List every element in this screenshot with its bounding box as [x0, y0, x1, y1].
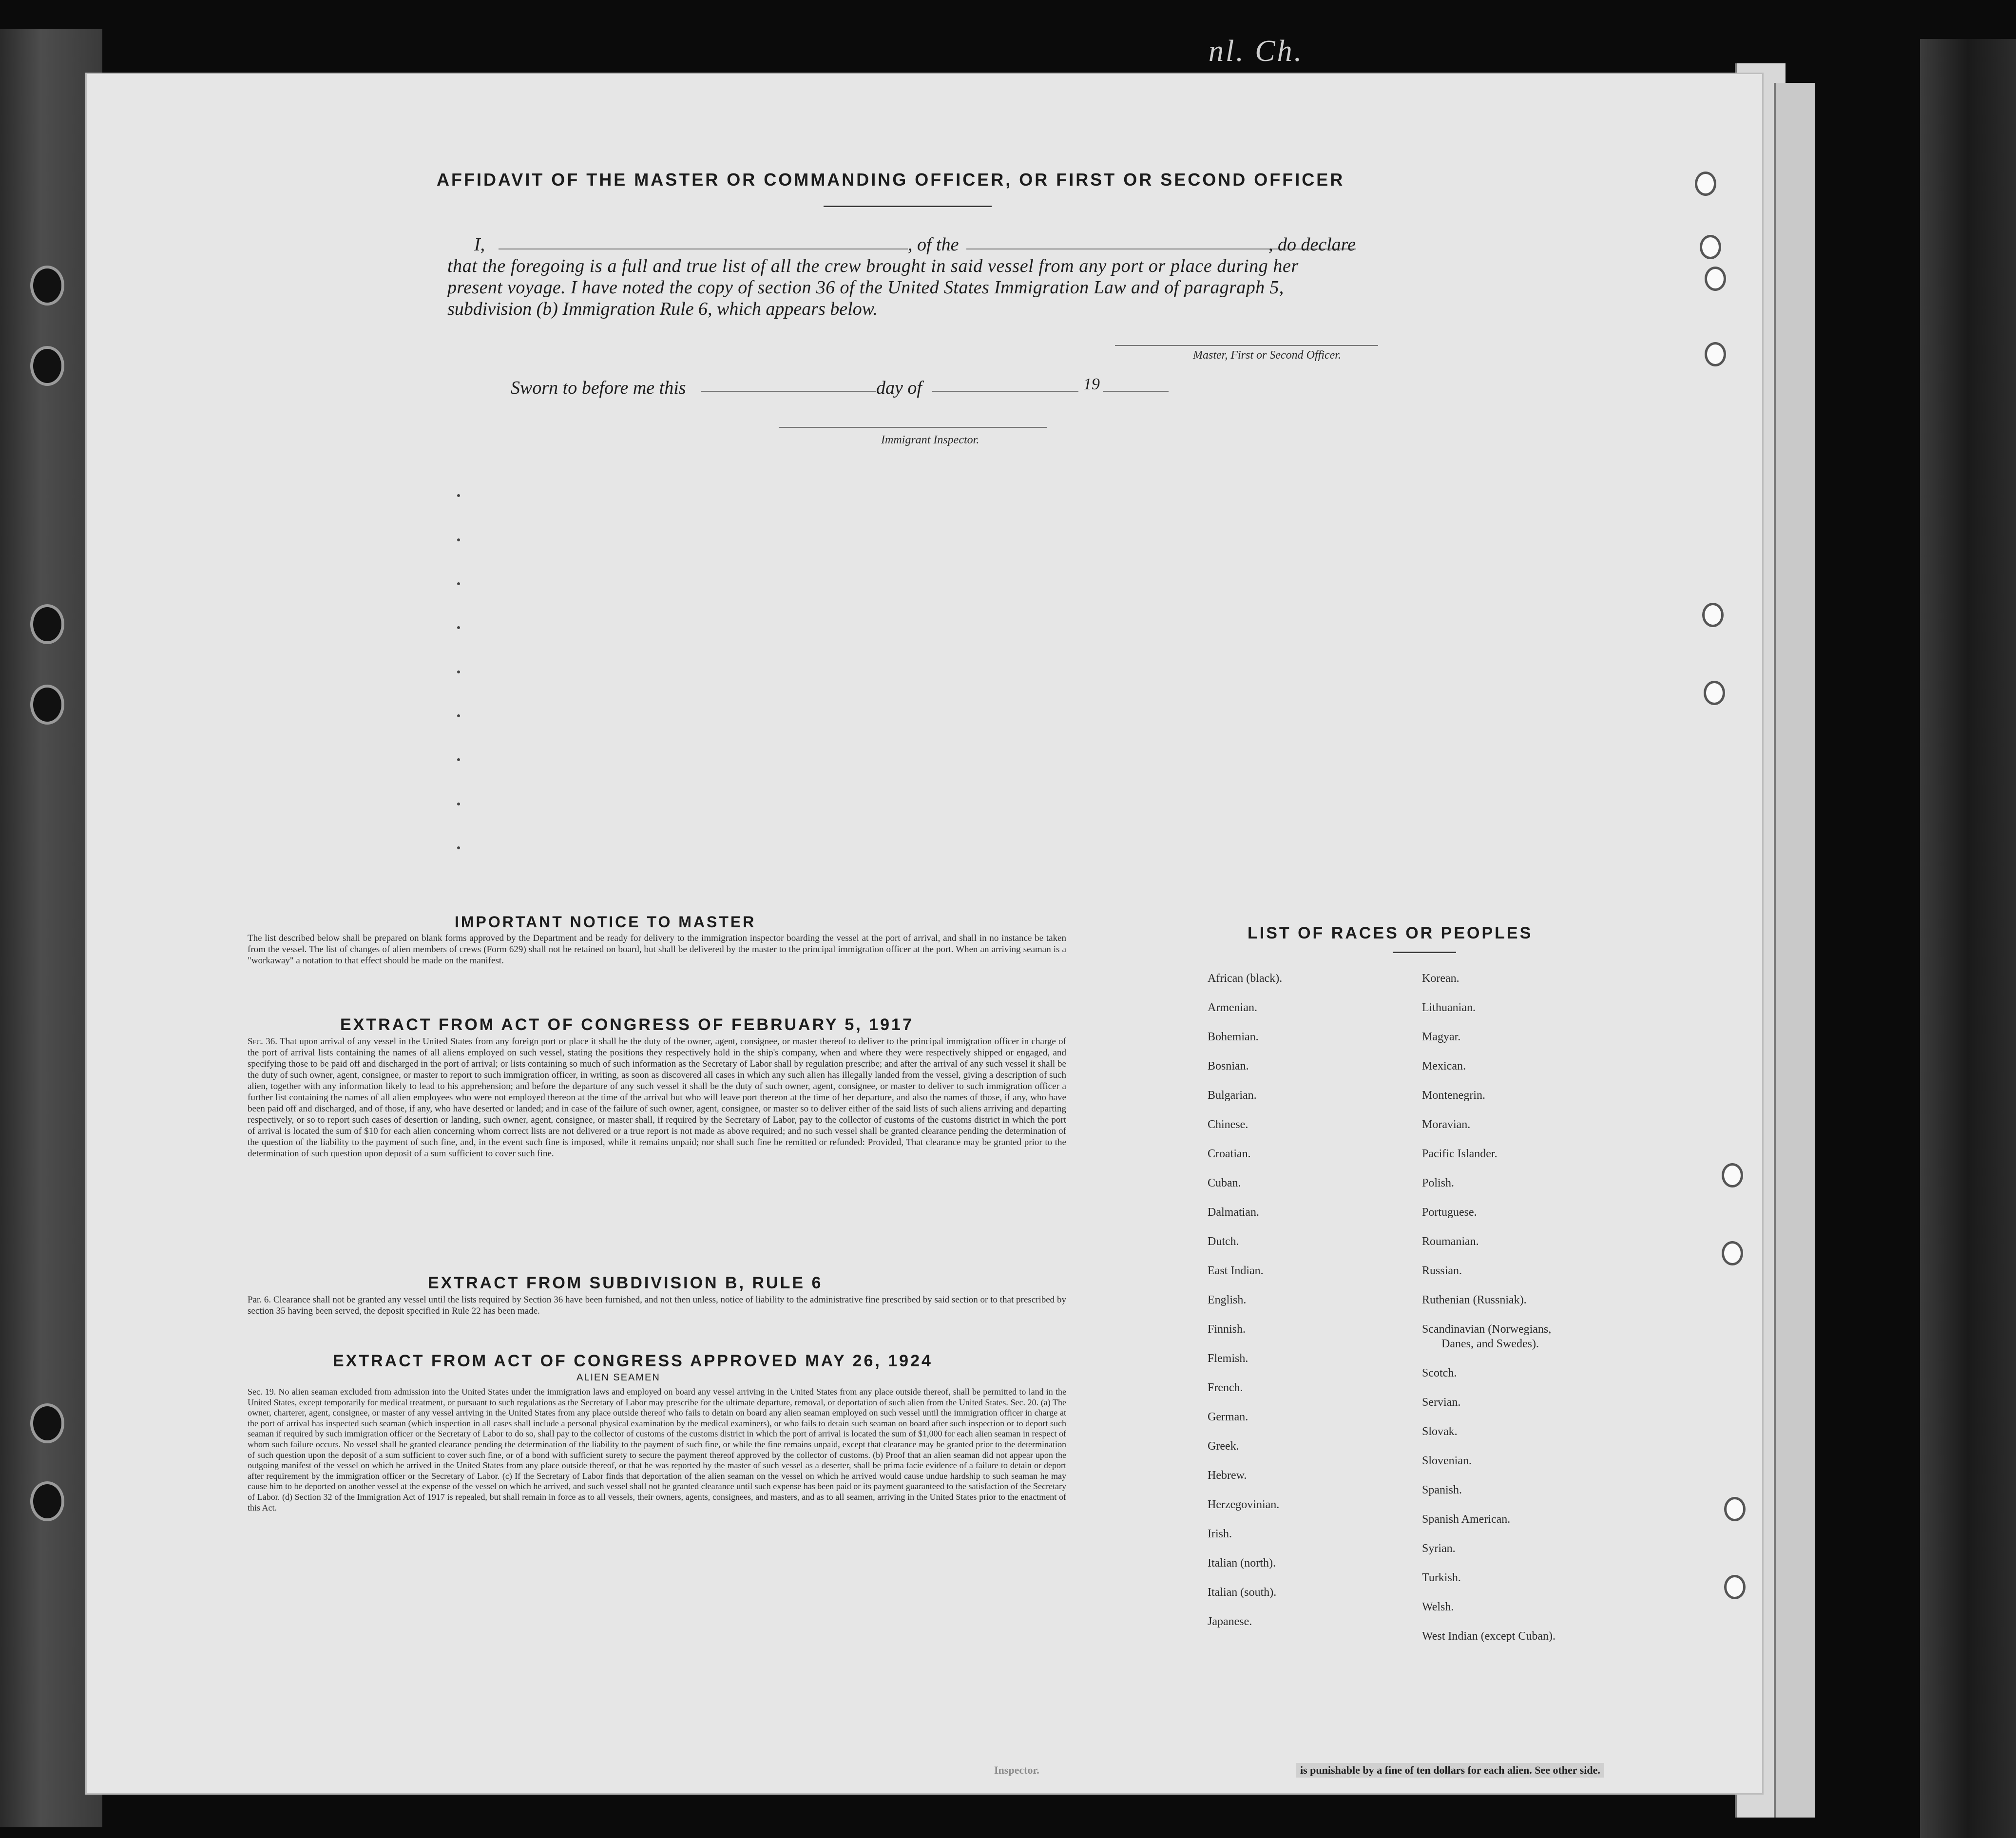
binder-hole [30, 1403, 64, 1443]
sworn-month-blank [932, 391, 1078, 392]
binder-hole [30, 1481, 64, 1521]
race-item: English. [1208, 1294, 1247, 1306]
dot [457, 538, 460, 541]
race-item: Bulgarian. [1208, 1089, 1257, 1102]
race-item: Bohemian. [1208, 1031, 1259, 1043]
race-item: Scandinavian (Norwegians, [1422, 1323, 1552, 1336]
extract-1924-title: EXTRACT FROM ACT OF CONGRESS APPROVED MAY 26, 1924 [333, 1352, 933, 1370]
race-item: Greek. [1208, 1440, 1239, 1453]
day-of-text: day of [876, 378, 922, 398]
extract-1917-text: That upon arrival of any vessel in the United States from any foreign port or place it shall be the duty of the owner, agent, consignee, or master thereof to deliver to the principal immigration officer in charge of the port of arrival lists containing the names of all aliens employed on such vessel, stating the positions they respectively hold in the ship's company, when and where they were respectively shipped or engaged, and specifying those to be paid off and discharged in the port of arrival; or lists containing so much of such information as the Secretary of Labor shall by regulation prescribe; and after the arrival of any such vessel it shall be the duty of such owner, agent, consignee, or master to report to such immigration officer, in writing, as soon as discovered all cases in which any such alien has illegally landed from the vessel, giving a description of such alien, together with any information likely to lead to his apprehension; and before the departure of any such vessel it shall be the duty of such owner, agent, consignee, or master to deliver to such immigration officer a further list containing the names of all alien employees who were not employed thereon at the time of the arrival but who will leave port thereon at the time of her departure, and also the names of those, if any, who have been paid off and discharged, and of those, if any, who have deserted or landed; and in case of the failure of such owner, agent, consignee, or master so to deliver either of the said lists of such aliens arriving and departing respectively, or so to report such cases of desertion or landing, such owner, agent, consignee, or master shall, if required by the Secretary of Labor, pay to the collector of customs of the customs district in which the port of arrival is located the sum of $10 for each alien concerning whom correct lists are not delivered or a true report is not made as above required; and no such vessel shall be granted clearance pending the determination of the question of the liability to the payment of such fine, and, in the event such fine is imposed, while it remains unpaid; nor shall such fine be remitted or refunded: Provided, That clearance may be granted prior to the determination of such question upon deposit of a sum sufficient to cover such fine. [248, 1036, 1066, 1159]
race-item: Ruthenian (Russniak). [1422, 1294, 1527, 1306]
races-left-column [1208, 972, 1282, 1644]
binder-right-edge [1920, 39, 2016, 1838]
inspector-caption: Immigrant Inspector. [881, 434, 979, 446]
punch-hole [1702, 603, 1724, 627]
affidavit-of-the: , of the [908, 234, 959, 255]
dot [457, 846, 460, 849]
affidavit-title: AFFIDAVIT OF THE MASTER OR COMMANDING OFFICER, OR FIRST OR SECOND OFFICER [437, 170, 1345, 190]
race-item: Turkish. [1422, 1571, 1461, 1584]
races-title: LIST OF RACES OR PEOPLES [1248, 924, 1533, 942]
race-item: Spanish. [1422, 1484, 1462, 1496]
punch-hole [1722, 1163, 1743, 1187]
race-item: Roumanian. [1422, 1235, 1479, 1248]
punch-hole [1695, 172, 1716, 196]
race-item: German. [1208, 1411, 1248, 1423]
punch-hole [1722, 1241, 1743, 1265]
race-item: Armenian. [1208, 1001, 1257, 1014]
race-item: Irish. [1208, 1528, 1232, 1540]
race-item: Hebrew. [1208, 1469, 1247, 1482]
race-item: Japanese. [1208, 1615, 1252, 1628]
rule6-body: Par. 6. Clearance shall not be granted any vessel until the lists required by Section 36 have been furnished, and not then unless, notice of liability to the administrative fine prescribed by said section or to that prescribed by section 35 having been served, the deposit specified in Rule 22 has been made. [248, 1295, 1066, 1316]
affidavit-line-3: present voyage. I have noted the copy of section 36 of the United States Immigration Law and of paragraph 5, [447, 277, 1284, 298]
race-item: African (black). [1208, 972, 1283, 985]
under-sheet-footer-left: Inspector. [994, 1764, 1039, 1776]
rule6-title: EXTRACT FROM SUBDIVISION B, RULE 6 [428, 1274, 823, 1292]
extract-1924-subtitle: ALIEN SEAMEN [576, 1372, 660, 1383]
races-title-rule [1393, 952, 1456, 953]
races-right-column [1422, 972, 1555, 1659]
race-item: Pacific Islander. [1422, 1148, 1498, 1160]
race-item: Portuguese. [1422, 1206, 1477, 1219]
extract-1924-body: Sec. 19. No alien seaman excluded from admission into the United States under the immigration laws and employed on board any vessel arriving in the United States from any place outside thereof, shall be permitted to land in the United States, except temporarily for medical treatment, or pursuant to such regulations as the Secretary of Labor may prescribe for the ultimate departure, removal, or deportation of such alien from the United States. Sec. 20. (a) The owner, charterer, agent, consignee, or master of any vessel arriving in the United States from any place outside thereof who fails to detain on board any alien seaman employed on such vessel until the immigration officer in charge at the port of arrival has inspected such seaman (which inspection in all cases shall include a personal physical examination by the medical examiners), or who fails to detain such seaman on board after such inspection or to deport such seaman if required by such immigration officer or the Secretary of Labor to do so, shall pay to the collector of customs of the customs district in which the port of arrival is located the sum of $1,000 for each alien seaman in respect of whom such failure occurs. No vessel shall be granted clearance pending the determination of the liability to the payment of such fine, or while the fine remains unpaid, except that clearance may be granted prior to the determination of such question upon the deposit of a sum sufficient to cover such fine, or of a bond with sufficient surety to secure the payment thereof approved by the collector of customs. (b) Proof that an alien seaman did not appear upon the outgoing manifest of the vessel on which he arrived in the United States from any place outside thereof, or that he was reported by the master of such vessel as a deserter, shall be prima facie evidence of a failure to detain or deport after requirement by the immigration officer or the Secretary of Labor. (c) If the Secretary of Labor finds that deportation of the alien seaman on the vessel on which he arrived would cause undue hardship to such seaman he may cause him to be deported on another vessel at the expense of the vessel on which he arrived, and such vessel shall not be granted clearance until such expense has been paid or its payment guaranteed to the satisfaction of the Secretary of Labor. (d) Section 32 of the Immigration Act of 1917 is repealed, but shall remain in force as to all vessels, their owners, agents, consignees, and masters, and as to all seamen, arriving in the United States prior to the enactment of this Act. [248, 1387, 1066, 1513]
punch-hole [1705, 342, 1726, 366]
punch-hole [1700, 235, 1721, 259]
race-item: Finnish. [1208, 1323, 1246, 1336]
race-item: West Indian (except Cuban). [1422, 1630, 1555, 1643]
under-sheet-footer: is punishable by a fine of ten dollars for each alien. See other side. [1296, 1763, 1604, 1778]
race-item: East Indian. [1208, 1264, 1264, 1277]
year-blank [1103, 391, 1169, 392]
dot [457, 626, 460, 629]
affidavit-line-4: subdivision (b) Immigration Rule 6, which appears below. [447, 299, 878, 319]
race-item: Magyar. [1422, 1031, 1461, 1043]
punch-hole [1705, 267, 1726, 291]
race-item: Chinese. [1208, 1118, 1248, 1131]
extract-1917-body [248, 1036, 1066, 1159]
notice-title: IMPORTANT NOTICE TO MASTER [455, 913, 756, 931]
under-sheet [1774, 83, 1815, 1818]
race-item: Lithuanian. [1422, 1001, 1476, 1014]
race-item: Moravian. [1422, 1118, 1471, 1131]
dot [457, 582, 460, 585]
affidavit-declare: , do declare [1268, 234, 1356, 255]
race-item: Russian. [1422, 1264, 1462, 1277]
affidavit-i: I, [474, 234, 485, 255]
race-item: Flemish. [1208, 1352, 1248, 1365]
binder-hole [30, 604, 64, 644]
race-item: Korean. [1422, 972, 1459, 985]
sworn-day-blank [701, 391, 876, 392]
master-signature-line [1115, 345, 1378, 346]
sworn-text: Sworn to before me this [511, 378, 686, 398]
inspector-signature-line [779, 427, 1047, 428]
race-item: Polish. [1422, 1177, 1455, 1189]
race-item: Scotch. [1422, 1367, 1457, 1379]
race-item: French. [1208, 1381, 1243, 1394]
sec-36-label: Sec. 36. [248, 1036, 278, 1047]
race-item: Spanish American. [1422, 1513, 1511, 1526]
dot [457, 670, 460, 673]
dot [457, 714, 460, 717]
punch-hole [1724, 1575, 1746, 1599]
race-item: Servian. [1422, 1396, 1461, 1409]
handwritten-top-note: nl. Ch. [1209, 35, 1304, 68]
affidavit-title-rule [824, 206, 992, 207]
notice-body: The list described below shall be prepared on blank forms approved by the Department and be ready for delivery to the immigration inspector boarding the vessel at the port of arrival, and shall in no instance be taken from the vessel. The list of changes of alien members of crews (Form 629) shall not be retained on board, but shall be delivered by the master to the principal immigration officer at the port. When an arriving seaman is a "workaway" a notation to that effect should be made on the manifest. [248, 933, 1066, 966]
race-item: Italian (north). [1208, 1557, 1276, 1570]
punch-hole [1704, 681, 1725, 705]
race-item: Syrian. [1422, 1542, 1456, 1555]
extract-1917-title: EXTRACT FROM ACT OF CONGRESS OF FEBRUARY 5, 1917 [340, 1015, 914, 1034]
race-item: Herzegovinian. [1208, 1498, 1280, 1511]
manifest-sheet [87, 74, 1762, 1793]
race-item: Cuban. [1208, 1177, 1241, 1189]
year-prefix: 19 [1083, 375, 1100, 393]
race-item: Danes, and Swedes). [1441, 1338, 1539, 1350]
race-item: Croatian. [1208, 1148, 1251, 1160]
binder-hole [30, 685, 64, 725]
binder-hole [30, 346, 64, 386]
punch-hole [1724, 1497, 1746, 1521]
race-item: Welsh. [1422, 1601, 1454, 1613]
race-item: Mexican. [1422, 1060, 1466, 1072]
binder-hole [30, 266, 64, 306]
race-item: Montenegrin. [1422, 1089, 1485, 1102]
race-item: Italian (south). [1208, 1586, 1277, 1599]
race-item: Slovak. [1422, 1425, 1458, 1438]
race-item: Slovenian. [1422, 1455, 1472, 1467]
race-item: Bosnian. [1208, 1060, 1249, 1072]
race-item: Dalmatian. [1208, 1206, 1259, 1219]
dot [457, 758, 460, 761]
master-caption: Master, First or Second Officer. [1193, 349, 1341, 362]
race-item: Dutch. [1208, 1235, 1239, 1248]
affidavit-line-2: that the foregoing is a full and true list of all the crew brought in said vessel from any port or place during her [447, 256, 1299, 276]
dot [457, 494, 460, 497]
dot [457, 803, 460, 805]
